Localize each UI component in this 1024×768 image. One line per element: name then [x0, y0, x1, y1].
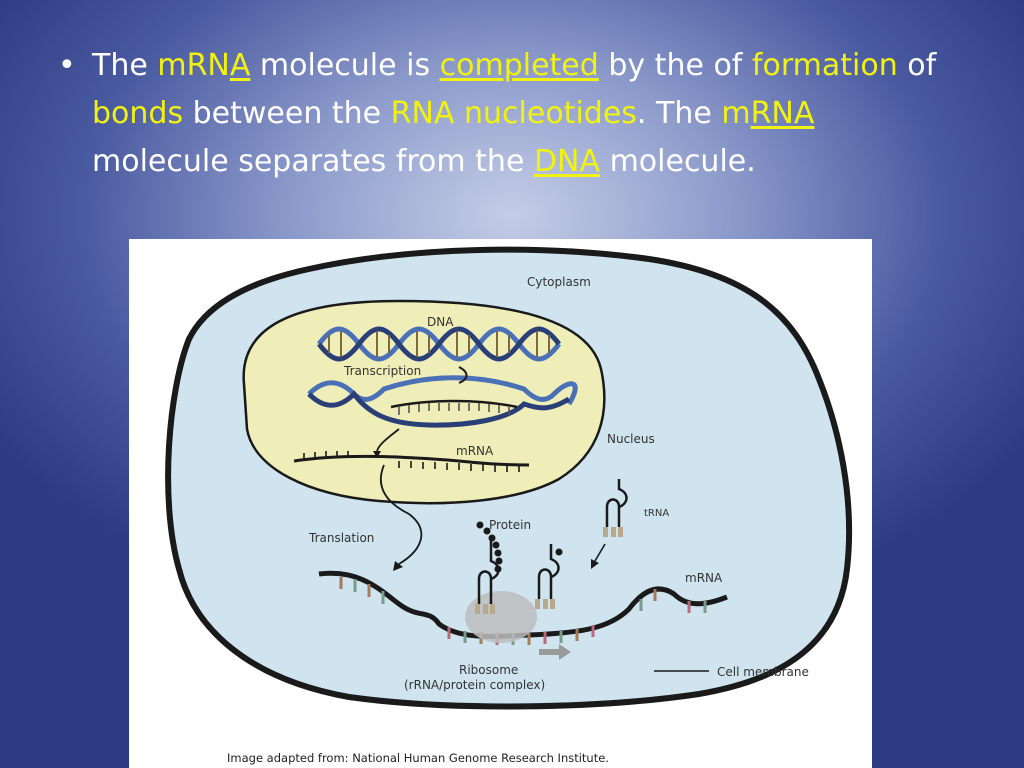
text-run: molecule. [600, 144, 756, 179]
label-cell-membrane: Cell membrane [717, 665, 809, 679]
text-run: The [92, 48, 158, 83]
label-mrna-cytoplasm: mRNA [685, 571, 723, 585]
label-ribosome: Ribosome [459, 663, 519, 677]
text-run[interactable]: completed [439, 48, 599, 83]
label-translation: Translation [309, 531, 375, 545]
text-run: m [721, 96, 751, 131]
image-credit: Image adapted from: National Human Genome Research Institute. [227, 751, 609, 765]
text-run: RNA nucleotides [390, 96, 637, 131]
label-ribosome-detail: (rRNA/protein complex) [404, 678, 546, 692]
text-run: between the [183, 96, 391, 131]
text-run: molecule separates from the [92, 144, 534, 179]
label-mrna-nucleus: mRNA [456, 444, 494, 458]
protein-synthesis-diagram [129, 239, 872, 768]
label-trna: tRNA [644, 508, 670, 519]
text-run: bonds [92, 96, 184, 131]
ribosome [465, 591, 537, 643]
text-run: mRN [157, 48, 230, 83]
text-run: formation [751, 48, 898, 83]
label-transcription: Transcription [344, 364, 422, 378]
protein-synthesis-figure [129, 239, 872, 768]
text-run[interactable]: DNA [533, 144, 601, 179]
text-run: . The [636, 96, 722, 131]
label-nucleus: Nucleus [607, 432, 655, 446]
text-run: molecule is [250, 48, 440, 83]
text-run[interactable]: A [229, 48, 251, 83]
label-dna: DNA [427, 315, 454, 329]
label-protein: Protein [489, 518, 532, 532]
label-cytoplasm: Cytoplasm [527, 275, 591, 289]
text-run: by the of [598, 48, 752, 83]
bullet-marker: • [58, 48, 76, 83]
slide-bullet-text [58, 42, 958, 186]
text-run: of [897, 48, 937, 83]
text-run[interactable]: RNA [750, 96, 815, 131]
bullet-paragraph [92, 42, 958, 186]
